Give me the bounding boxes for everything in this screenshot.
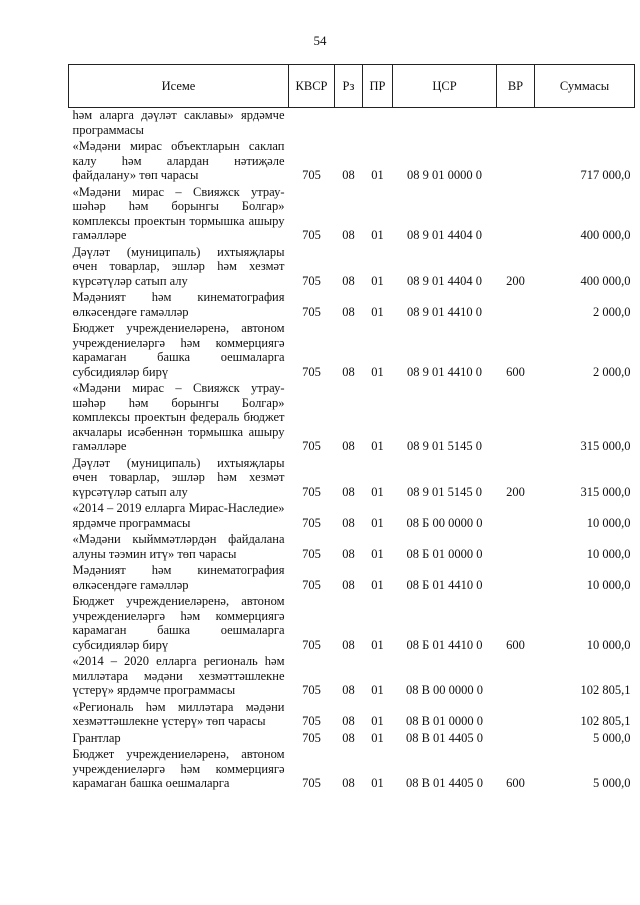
cell-pr: 01 [371, 364, 384, 379]
cell-csr: 08 9 01 4404 0 [407, 273, 482, 288]
cell-pr: 01 [371, 484, 384, 499]
table-row [69, 456, 635, 502]
cell-kvsr: 705 [302, 577, 321, 592]
table-row [69, 139, 635, 185]
table-row [69, 290, 635, 321]
cell-rz: 08 [342, 546, 355, 561]
cell-rz: 08 [342, 273, 355, 288]
cell-pr: 01 [371, 515, 384, 530]
cell-rz: 08 [342, 515, 355, 530]
cell-name: «Региональ һәм милләтара мәдәни хезмәттәшлекне үстерү» төп чарасы [72, 699, 285, 728]
table-row [69, 700, 635, 731]
cell-vr [497, 501, 535, 532]
cell-vr [497, 381, 535, 456]
cell-kvsr: 705 [302, 273, 321, 288]
cell-name: Бюджет учреждениеләренә, автоном учреждениеләргә һәм коммерциягә карамаган башка оешмаларга [72, 747, 285, 790]
cell-kvsr: 705 [302, 484, 321, 499]
cell-vr [497, 654, 535, 700]
cell-csr: 08 9 01 5145 0 [407, 439, 482, 453]
cell-csr: 08 Б 01 4410 0 [406, 577, 483, 592]
header-rz: Рз [335, 65, 363, 108]
cell-csr: 08 Б 00 0000 0 [406, 515, 483, 530]
cell-csr: 08 В 01 4405 0 [405, 730, 484, 745]
cell-name: «2014 – 2019 елларга Мирас-Наследие» ярдәмче программасы [72, 501, 285, 530]
cell-vr [497, 532, 535, 563]
budget-table [68, 64, 635, 793]
cell-kvsr: 705 [302, 515, 321, 530]
cell-csr: 08 В 01 0000 0 [405, 714, 484, 728]
cell-vr [497, 563, 535, 594]
table-row [69, 747, 635, 793]
table-row [69, 594, 635, 654]
cell-vr: 600 [506, 637, 525, 652]
cell-kvsr: 705 [302, 168, 321, 182]
cell-name: «2014 – 2020 елларга региональ һәм милләтара мәдәни хезмәттәшлекне үстерү» ярдәмче программасы [72, 654, 285, 697]
table-row [69, 563, 635, 594]
table-row [69, 501, 635, 532]
cell-name: Дәүләт (муниципаль) ихтыяҗлары өчен товарлар, эшләр һәм хезмәт күрсәтүләр сатып алу [72, 455, 285, 499]
cell-rz: 08 [342, 439, 355, 453]
header-vr: ВР [497, 65, 535, 108]
cell-rz: 08 [342, 637, 355, 652]
table-header [69, 65, 635, 108]
cell-sum: 2 000,0 [593, 364, 631, 379]
cell-vr: 200 [506, 273, 525, 288]
cell-rz [335, 108, 363, 140]
cell-csr: 08 9 01 5145 0 [407, 484, 482, 499]
cell-rz: 08 [342, 730, 355, 745]
table-row [69, 381, 635, 456]
table-row [69, 245, 635, 291]
cell-sum: 10 000,0 [586, 637, 631, 652]
cell-pr: 01 [371, 168, 384, 182]
table-row [69, 654, 635, 700]
cell-kvsr: 705 [302, 637, 321, 652]
cell-name: «Мәдәни мирас – Свияжск утрау-шәһәр һәм борынгы Болгар» комплексы проектын федераль бюджет акчалары исәбеннән тормышка ашыру гамәлләре [72, 381, 285, 453]
cell-csr: 08 В 00 0000 0 [405, 683, 484, 697]
cell-pr: 01 [371, 637, 384, 652]
cell-name: «Мәдәни мирас – Свияжск утрау-шәһәр һәм борынгы Болгар» комплексы проектын тормышка ашыру гамәлләре [72, 184, 285, 242]
cell-vr [497, 185, 535, 245]
cell-rz: 08 [342, 484, 355, 499]
cell-vr [497, 700, 535, 731]
cell-name: «Мәдәни кыйммәтләрдән файдалана алуны тәэмин итү» төп чарасы [72, 532, 285, 561]
cell-pr: 01 [371, 228, 384, 242]
cell-rz: 08 [342, 304, 355, 319]
cell-pr [363, 108, 393, 140]
cell-vr [497, 731, 535, 748]
cell-csr [393, 108, 497, 140]
cell-kvsr: 705 [302, 776, 321, 790]
cell-pr: 01 [371, 304, 384, 319]
cell-sum: 717 000,0 [580, 168, 631, 182]
cell-sum: 400 000,0 [580, 228, 631, 242]
page-number: 54 [313, 33, 327, 48]
header-name: Исеме [69, 65, 289, 108]
cell-sum [535, 108, 635, 140]
cell-kvsr: 705 [302, 714, 321, 728]
cell-pr: 01 [371, 683, 384, 697]
cell-rz: 08 [342, 776, 355, 790]
cell-sum: 102 805,1 [580, 683, 631, 697]
cell-sum: 10 000,0 [586, 515, 631, 530]
cell-rz: 08 [342, 714, 355, 728]
cell-vr [497, 139, 535, 185]
cell-pr: 01 [371, 730, 384, 745]
cell-sum: 315 000,0 [580, 439, 631, 453]
header-kvsr: КВСР [289, 65, 335, 108]
cell-csr: 08 Б 01 0000 0 [406, 546, 483, 561]
cell-vr [497, 290, 535, 321]
cell-sum: 10 000,0 [586, 577, 631, 592]
cell-rz: 08 [342, 577, 355, 592]
cell-csr: 08 Б 01 4410 0 [406, 637, 483, 652]
header-sum: Суммасы [535, 65, 635, 108]
table-row [69, 731, 635, 748]
cell-sum: 400 000,0 [580, 273, 631, 288]
cell-kvsr: 705 [302, 228, 321, 242]
cell-vr: 600 [506, 776, 525, 790]
cell-kvsr [289, 108, 335, 140]
header-row [69, 65, 635, 108]
cell-sum: 10 000,0 [586, 546, 631, 561]
table-row [69, 321, 635, 381]
cell-name: Дәүләт (муниципаль) ихтыяҗлары өчен товарлар, эшләр һәм хезмәт күрсәтүләр сатып алу [72, 244, 285, 288]
cell-kvsr: 705 [302, 364, 321, 379]
cell-rz: 08 [342, 364, 355, 379]
cell-csr: 08 9 01 4410 0 [407, 364, 482, 379]
cell-kvsr: 705 [302, 546, 321, 561]
cell-name: һәм аларга дәүләт саклавы» ярдәмче программасы [72, 108, 285, 137]
table-row [69, 532, 635, 563]
cell-pr: 01 [371, 273, 384, 288]
cell-pr: 01 [371, 546, 384, 561]
cell-csr: 08 9 01 4404 0 [407, 228, 482, 242]
cell-rz: 08 [342, 683, 355, 697]
cell-name: Бюджет учреждениеләренә, автоном учреждениеләргә һәм коммерциягә карамаган башка оешмаларга субсидияләр бирү [72, 321, 285, 379]
cell-kvsr: 705 [302, 730, 321, 745]
cell-name: Мәдәният һәм кинематография өлкәсендәге гамәлләр [72, 563, 285, 592]
cell-pr: 01 [371, 439, 384, 453]
cell-name: Грантлар [72, 730, 121, 745]
cell-vr [497, 108, 535, 140]
cell-sum: 2 000,0 [593, 304, 631, 319]
cell-sum: 5 000,0 [593, 776, 631, 790]
cell-csr: 08 9 01 0000 0 [407, 168, 482, 182]
cell-kvsr: 705 [302, 439, 321, 453]
table-body [69, 108, 635, 793]
table-row [69, 185, 635, 245]
cell-csr: 08 В 01 4405 0 [405, 776, 484, 790]
table-row [69, 108, 635, 140]
cell-name: «Мәдәни мирас объектларын саклап калу һәм алардан нәтиҗәле файдалану» төп чарасы [72, 139, 285, 182]
cell-kvsr: 705 [302, 683, 321, 697]
header-pr: ПР [363, 65, 393, 108]
cell-sum: 5 000,0 [593, 730, 631, 745]
cell-rz: 08 [342, 228, 355, 242]
cell-sum: 315 000,0 [580, 484, 631, 499]
cell-name: Мәдәният һәм кинематография өлкәсендәге гамәлләр [72, 290, 285, 319]
cell-rz: 08 [342, 168, 355, 182]
cell-pr: 01 [371, 776, 384, 790]
cell-pr: 01 [371, 577, 384, 592]
cell-csr: 08 9 01 4410 0 [407, 304, 482, 319]
cell-vr: 600 [506, 364, 525, 379]
cell-sum: 102 805,1 [580, 714, 631, 728]
cell-kvsr: 705 [302, 304, 321, 319]
header-csr: ЦСР [393, 65, 497, 108]
cell-vr: 200 [506, 484, 525, 499]
cell-pr: 01 [371, 714, 384, 728]
cell-name: Бюджет учреждениеләренә, автоном учреждениеләргә һәм коммерциягә карамаган башка оешмаларга субсидияләр бирү [72, 594, 285, 652]
